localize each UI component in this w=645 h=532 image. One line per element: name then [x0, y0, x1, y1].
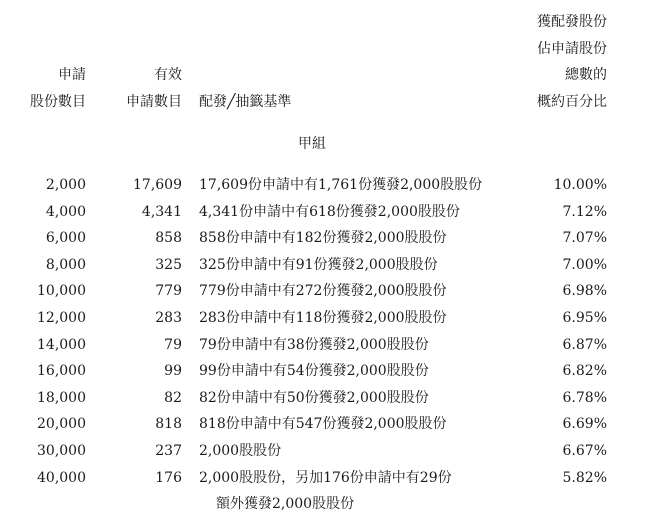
percentage-cell: 5.82%	[562, 469, 607, 486]
valid-applications-cell: 237	[155, 442, 182, 459]
allotment-basis-cell	[199, 201, 460, 223]
valid-applications-cell: 325	[155, 256, 182, 273]
header-apps-line-1: 有效	[154, 67, 182, 83]
allotment-basis-line: 99份申請中有54份獲發2,000股股份	[199, 363, 429, 380]
allotment-basis-cell	[199, 440, 281, 462]
percentage-cell: 6.67%	[562, 442, 607, 459]
shares-applied-cell: 18,000	[37, 389, 86, 406]
allotment-basis-cell	[199, 334, 429, 356]
allotment-basis-cell	[199, 254, 438, 276]
shares-applied-cell: 16,000	[37, 363, 86, 380]
table-row	[0, 174, 645, 201]
valid-applications-cell: 82	[164, 389, 182, 406]
allotment-basis-continuation: 額外獲發2,000股股份	[216, 495, 355, 512]
group-heading: 甲組	[298, 136, 326, 152]
percentage-cell: 6.98%	[562, 283, 607, 300]
header-pct-line-2: 佔申請股份	[537, 40, 607, 57]
header-apps-line-2: 申請數目	[126, 93, 182, 110]
table-row	[0, 440, 645, 467]
header-valid-applications	[126, 62, 182, 115]
percentage-cell: 6.69%	[562, 416, 607, 433]
table-row	[0, 387, 645, 414]
percentage-cell: 6.87%	[562, 336, 607, 353]
header-allotment-basis	[199, 89, 291, 116]
valid-applications-cell: 858	[155, 230, 182, 247]
percentage-cell: 7.12%	[562, 203, 607, 220]
percentage-cell: 6.95%	[562, 309, 607, 326]
table-row	[0, 360, 645, 387]
allotment-basis-cell	[199, 413, 447, 435]
allotment-basis-cell	[199, 280, 447, 302]
allotment-basis-line: 79份申請中有38份獲發2,000股股份	[199, 336, 429, 353]
valid-applications-cell: 79	[164, 336, 182, 353]
table-row	[0, 201, 645, 228]
percentage-cell: 6.78%	[562, 389, 607, 406]
table-row	[0, 334, 645, 361]
allotment-basis-line: 779份申請中有272份獲發2,000股股份	[199, 283, 447, 300]
valid-applications-cell: 4,341	[141, 203, 182, 220]
allotment-basis-line: 858份申請中有182份獲發2,000股股份	[199, 230, 447, 247]
allotment-basis-line: 82份申請中有50份獲發2,000股股份	[199, 389, 429, 406]
allotment-basis-line: 17,609份申請中有1,761份獲發2,000股股份	[199, 177, 483, 193]
shares-applied-cell: 10,000	[37, 283, 86, 300]
shares-applied-cell: 20,000	[37, 416, 86, 433]
shares-applied-cell: 14,000	[37, 336, 86, 353]
table-row	[0, 413, 645, 440]
allotment-basis-cell	[199, 174, 482, 196]
allotment-basis-cell	[199, 360, 429, 382]
valid-applications-cell: 99	[164, 363, 182, 380]
allotment-basis-line: 2,000股股份	[199, 442, 282, 459]
table-row	[0, 227, 645, 254]
table-body	[0, 174, 645, 512]
shares-applied-cell: 4,000	[45, 203, 86, 220]
valid-applications-cell: 283	[155, 309, 182, 326]
allotment-basis-cell	[199, 227, 447, 249]
shares-applied-cell: 12,000	[37, 309, 86, 326]
header-shares-applied	[30, 62, 86, 115]
shares-applied-cell: 6,000	[45, 230, 86, 247]
allotment-basis-line: 2,000股股份，另加176份申請中有29份	[199, 469, 452, 486]
shares-applied-cell: 2,000	[45, 177, 86, 193]
header-shares-line-1: 申請	[58, 67, 86, 83]
table-row	[0, 467, 645, 512]
shares-applied-cell: 8,000	[45, 256, 86, 273]
table-row	[0, 254, 645, 281]
valid-applications-cell: 818	[155, 416, 182, 433]
table-row	[0, 307, 645, 334]
allotment-basis-cell	[199, 467, 452, 515]
header-pct-line-4: 概約百分比	[537, 93, 607, 110]
percentage-cell: 7.00%	[562, 256, 607, 273]
allotment-basis-cell	[199, 307, 447, 329]
percentage-cell: 6.82%	[562, 363, 607, 380]
header-percentage	[537, 9, 607, 115]
allotment-basis-line: 325份申請中有91份獲發2,000股股份	[199, 256, 438, 273]
header-shares-line-2: 股份數目	[30, 93, 86, 110]
allotment-basis-line: 4,341份申請中有618份獲發2,000股股份	[199, 203, 460, 220]
percentage-cell: 7.07%	[562, 230, 607, 247]
shares-applied-cell: 40,000	[37, 469, 86, 486]
allotment-basis-cell	[199, 387, 429, 409]
table-row	[0, 280, 645, 307]
valid-applications-cell: 17,609	[133, 177, 182, 193]
shares-applied-cell: 30,000	[37, 442, 86, 459]
allotment-basis-line: 818份申請中有547份獲發2,000股股份	[199, 416, 447, 433]
percentage-cell: 10.00%	[553, 177, 607, 193]
valid-applications-cell: 176	[155, 469, 182, 486]
allotment-basis-line: 283份申請中有118份獲發2,000股股份	[199, 309, 447, 326]
header-pct-line-3: 總數的	[565, 67, 607, 83]
header-pct-line-1: 獲配發股份	[537, 14, 607, 30]
valid-applications-cell: 779	[155, 283, 182, 300]
header-basis-line: 配發╱抽籤基準	[199, 94, 292, 110]
